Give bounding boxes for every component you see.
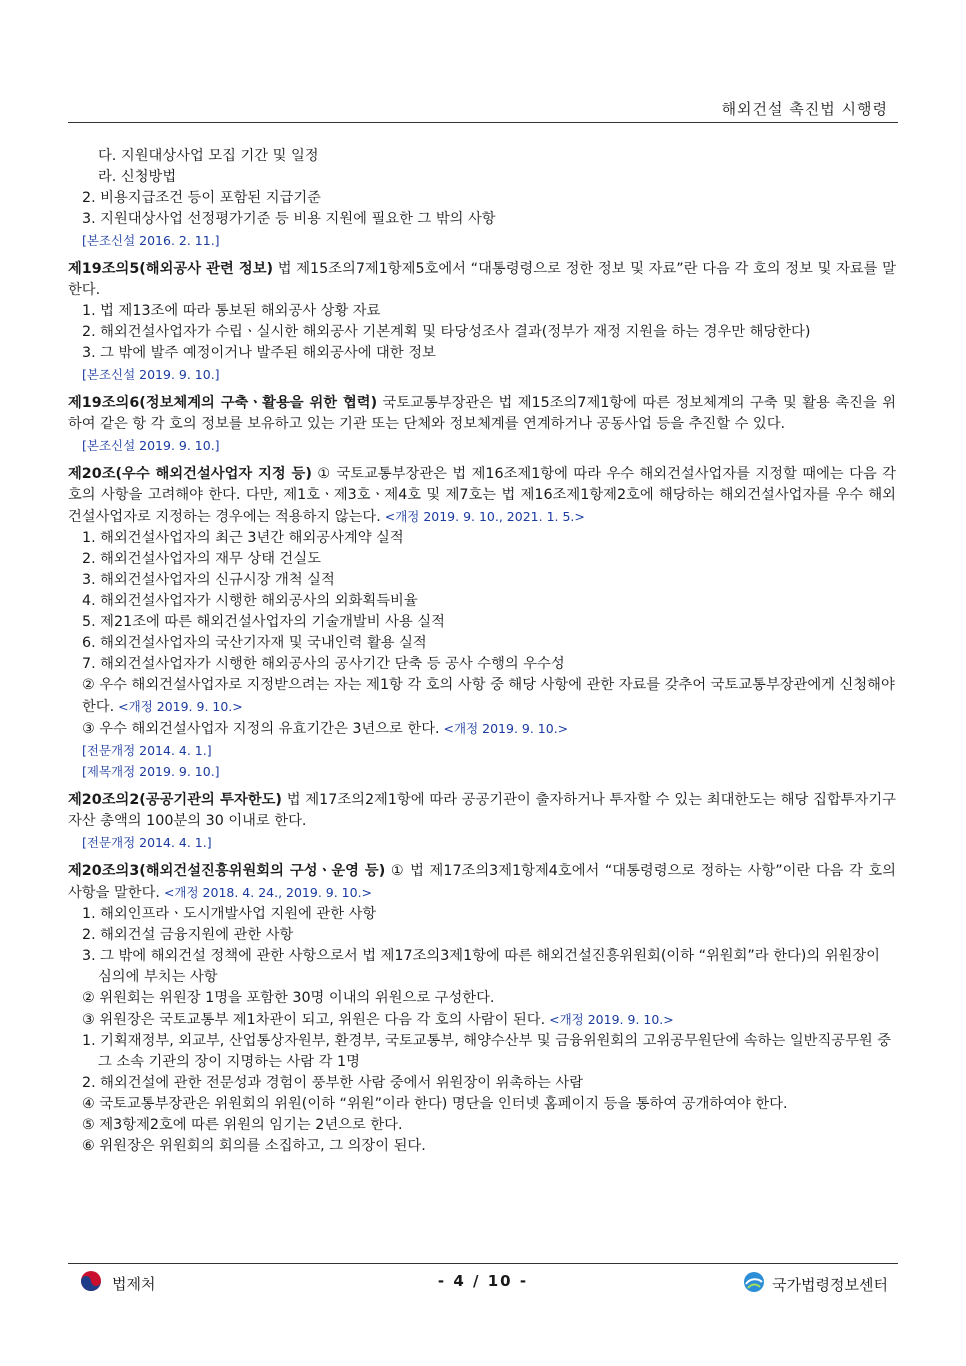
article-title: 제19조의5(해외공사 관련 정보)	[68, 261, 274, 277]
paragraph: ② 우수 해외건설사업자로 지정받으려는 자는 제1항 각 호의 사항 중 해당 사항에 관한 자료를 갖추어 국토교통부장관에게 신청해야 한다. <개정 2019. 9. 10.>	[82, 677, 895, 715]
article-20-3	[68, 861, 896, 904]
paragraph: ⑤ 제3항제2호에 따른 위원의 임기는 2년으로 한다.	[82, 1117, 403, 1133]
list-item: 1. 해외건설사업자의 최근 3년간 해외공사계약 실적	[82, 530, 404, 546]
list-item: 1. 해외인프라ㆍ도시개발사업 지원에 관한 사항	[82, 906, 377, 922]
article-body: 법 제17조의2제1항에 따라 공공기관이 출자하거나 투자할 수 있는 최대한도는 해당 집합투자기구 자산 총액의 100분의 30 이내로 한다.	[68, 792, 896, 829]
list-item: 다. 지원대상사업 모집 기간 및 일정	[98, 148, 319, 164]
list-item: 5. 제21조에 따른 해외건설사업자의 기술개발비 사용 실적	[82, 614, 445, 630]
amendment-note: [전문개정 2014. 4. 1.]	[82, 743, 212, 758]
list-item: 2. 해외건설사업자가 수립ㆍ실시한 해외공사 기본계획 및 타당성조사 결과(정부가 재정 지원을 하는 경우만 해당한다)	[82, 324, 811, 340]
list-item: 3. 그 밖에 해외건설 정책에 관한 사항으로서 법 제17조의3제1항에 따른 해외건설진흥위원회(이하 “위원회”라 한다)의 위원장이 심의에 부치는 사항	[82, 948, 880, 985]
list-item: 6. 해외건설사업자의 국산기자재 및 국내인력 활용 실적	[82, 635, 427, 651]
footer-right	[742, 1270, 888, 1298]
amendment-note: <개정 2018. 4. 24., 2019. 9. 10.>	[159, 885, 373, 900]
list-item: 4. 해외건설사업자가 시행한 해외공사의 외화획득비율	[82, 593, 418, 609]
paragraph: ③ 위원장은 국토교통부 제1차관이 되고, 위원은 다음 각 호의 사람이 된다. <개정 2019. 9. 10.>	[82, 1012, 674, 1028]
footer-right-label: 국가법령정보센터	[772, 1275, 888, 1294]
paragraph: ② 위원회는 위원장 1명을 포함한 30명 이내의 위원으로 구성한다.	[82, 990, 495, 1006]
list-item: 2. 비용지급조건 등이 포함된 지급기준	[82, 190, 321, 206]
amendment-note: [본조신설 2019. 9. 10.]	[82, 438, 220, 453]
article-title: 제19조의6(정보체계의 구축ㆍ활용을 위한 협력)	[68, 395, 378, 411]
header-rule	[68, 122, 898, 123]
list-item: 3. 그 밖에 발주 예정이거나 발주된 해외공사에 대한 정보	[82, 345, 436, 361]
footer-rule	[68, 1263, 898, 1264]
list-item: 라. 신청방법	[98, 169, 177, 185]
article-19-6	[68, 393, 896, 435]
article-20	[68, 464, 896, 528]
page-footer	[68, 1270, 898, 1298]
list-item: 3. 해외건설사업자의 신규시장 개척 실적	[82, 572, 335, 588]
list-item: 2. 해외건설 금융지원에 관한 사항	[82, 927, 294, 943]
amendment-note: [본조신설 2016. 2. 11.]	[82, 233, 220, 248]
article-title: 제20조의3(해외건설진흥위원회의 구성ㆍ운영 등)	[68, 863, 386, 879]
article-title: 제20조의2(공공기관의 투자한도)	[68, 792, 282, 808]
amendment-note: [본조신설 2019. 9. 10.]	[82, 367, 220, 382]
list-item: 1. 법 제13조에 따라 통보된 해외공사 상황 자료	[82, 303, 381, 319]
article-body: ① 법 제17조의3제1항제4호에서 “대통령령으로 정하는 사항”이란 다음 각 호의 사항을 말한다.	[68, 863, 896, 901]
document-body	[68, 146, 896, 1157]
paragraph: ⑥ 위원장은 위원회의 회의를 소집하고, 그 의장이 된다.	[82, 1138, 426, 1154]
amendment-note: <개정 2019. 9. 10., 2021. 1. 5.>	[380, 509, 585, 524]
article-19-5	[68, 259, 896, 301]
article-body: ① 국토교통부장관은 법 제16조제1항에 따라 우수 해외건설사업자를 지정할 때에는 다음 각 호의 사항을 고려해야 한다. 다만, 제1호ㆍ제3호ㆍ제4호 및 제7호는 법 제16조제1항제2호에 해당하는 해외건설사업자를 우수 해외건설사업자로 지정하는 경우에는 적용하지 않는다.	[68, 466, 896, 525]
article-title: 제20조(우수 해외건설사업자 지정 등)	[68, 466, 312, 482]
paragraph: ④ 국토교통부장관은 위원회의 위원(이하 “위원”이라 한다) 명단을 인터넷 홈페이지 등을 통하여 공개하여야 한다.	[82, 1096, 788, 1112]
paragraph: ③ 우수 해외건설사업자 지정의 유효기간은 3년으로 한다. <개정 2019. 9. 10.>	[82, 721, 569, 737]
article-body: 국토교통부장관은 법 제15조의7제1항에 따른 정보체계의 구축 및 활용 촉진을 위하여 같은 항 각 호의 정보를 보유하고 있는 기관 또는 단체와 정보체계를 연계하거나 공동사업 등을 추진할 수 있다.	[68, 395, 897, 432]
page-header-title: 해외건설 촉진법 시행령	[721, 100, 888, 118]
amendment-note: [제목개정 2019. 9. 10.]	[82, 764, 220, 779]
amendment-note: [전문개정 2014. 4. 1.]	[82, 835, 212, 850]
list-item: 2. 해외건설사업자의 재무 상태 건실도	[82, 551, 321, 567]
list-item: 1. 기획재정부, 외교부, 산업통상자원부, 환경부, 국토교통부, 해양수산부 및 금융위원회의 고위공무원단에 속하는 일반직공무원 중 그 소속 기관의 장이 지명하는 사람 각 1명	[82, 1033, 892, 1070]
list-item: 2. 해외건설에 관한 전문성과 경험이 풍부한 사람 중에서 위원장이 위촉하는 사람	[82, 1075, 584, 1091]
article-body: 법 제15조의7제1항제5호에서 “대통령령으로 정한 정보 및 자료”란 다음 각 호의 정보 및 자료를 말한다.	[68, 261, 896, 298]
footer-left-label: 법제처	[112, 1274, 156, 1293]
page-number: - 4 / 10 -	[437, 1272, 529, 1290]
article-20-2	[68, 790, 896, 832]
globe-logo-icon	[742, 1270, 766, 1298]
list-item: 7. 해외건설사업자가 시행한 해외공사의 공사기간 단축 등 공사 수행의 우수성	[82, 656, 565, 672]
list-item: 3. 지원대상사업 선정평가기준 등 비용 지원에 필요한 그 밖의 사항	[82, 211, 496, 227]
